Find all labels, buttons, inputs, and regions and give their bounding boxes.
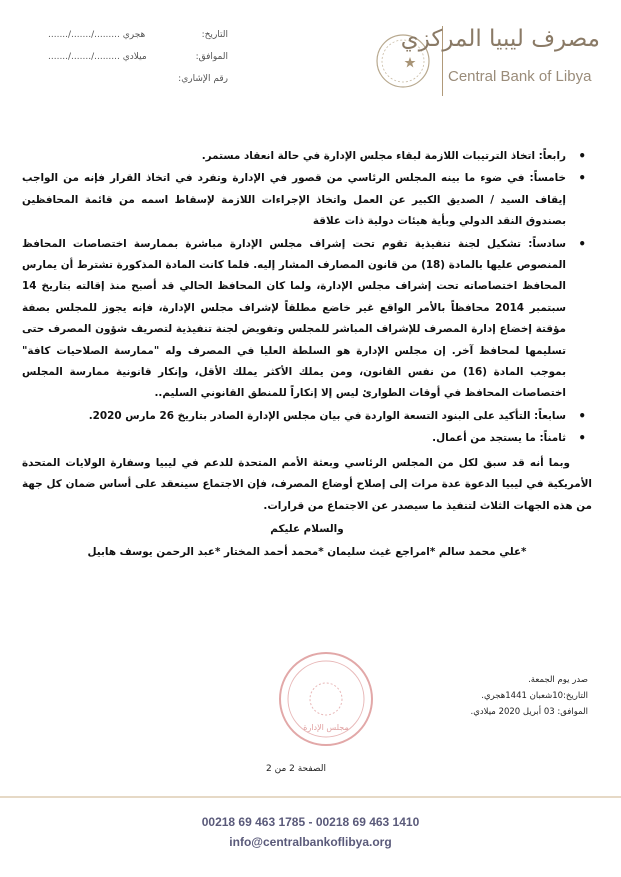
bullet-icon: • — [578, 149, 586, 163]
item-text: ثامناً: ما يستجد من أعمال. — [432, 432, 566, 445]
date-gregorian-value: ......./......./......... ميلادي — [48, 52, 147, 62]
date-hijri-row — [28, 30, 228, 52]
reference-fields — [28, 30, 228, 96]
issuance-day: صدر يوم الجمعة. — [528, 675, 588, 685]
closing-paragraph: وبما أنه قد سبق لكل من المجلس الرئاسي وبعثة الأمم المتحدة للدعم في ليبيا وسفارة الولايات المتحدة الأمريكية في ليبيا الدعوة عدة مرات إلى إصلاح أوضاع المصرف، فإن الاجتماع سينعقد على أساس ضمان كل جهة من هذه الجهات الثلاث لتنفيذ ما سيصدر عن الاجتماع من قرارات. — [22, 456, 592, 512]
letter-body — [22, 146, 592, 564]
reference-number-row — [28, 74, 228, 96]
list-item — [22, 146, 592, 167]
list-item — [22, 168, 592, 232]
footer-email[interactable]: info@centralbankoflibya.org — [229, 835, 392, 849]
reference-number-label: رقم الإشاري: — [178, 74, 228, 84]
date-hijri-value: ......./......./......... هجري — [48, 30, 146, 40]
seal-text: مجلس الإدارة — [303, 723, 349, 732]
footer — [0, 812, 621, 852]
signatories: *علي محمد سالم *امراجع غيث سليمان *محمد أحمد المختار *عبد الرحمن يوسف هابيل — [87, 546, 527, 559]
bullet-icon: • — [578, 171, 586, 186]
issuance-info — [428, 672, 588, 720]
bullet-icon: • — [578, 408, 586, 423]
date-gregorian-row — [28, 52, 228, 74]
official-seal-icon — [275, 648, 377, 750]
list-item — [22, 406, 592, 427]
issuance-gregorian-date: الموافق: 03 أبريل 2020 ميلادي. — [470, 707, 588, 717]
page-number: الصفحة 2 من 2 — [266, 764, 326, 774]
item-text: سادساً: تشكيل لجنة تنفيذية تقوم تحت إشراف مجلس الإدارة مباشرة بممارسة اختصاصات المحافظ المنصوص عليها بالمادة (18) من قانون المصارف المشار إليه. فلما كانت المادة المذكورة تشترط أن يمارس المحافظ اختصاصاته تحت إشراف مجلس الإدارة، ولما كان المحافظ الحالي قد أصبح منذ إقالته بتاريخ 14 سبتمبر 2014 محافظاً بالأمر الواقع غير خاضع مطلقاً لإشراف مجلس الإدارة، فإنه يجوز للمجلس بصفة مؤقتة إخضاع إدارة المصرف للإشراف المباشر للمجلس وتفويض لجنة تنفيذية لتصريف شؤون المصرف حتى تسليمها لمحافظ آخر. إن مجلس الإدارة هو السلطة العليا في المصرف وله "ممارسة الصلاحيات كافة" بموجب المادة (16) من نفس القانون، ومن يملك الأكثر يملك الأقل، وإنكار قانونية ممارسة المجلس اختصاصات المحافظ في أوقات الطوارئ ليس إلا إنكاراً للمنطق القانوني السليم.. — [22, 237, 566, 400]
footer-phones: 00218 69 463 1785 - 00218 69 463 1410 — [201, 815, 420, 829]
list-item — [22, 234, 592, 405]
bank-logo — [372, 22, 602, 102]
item-text: رابعاً: اتخاذ الترتيبات اللازمة لبقاء مجلس الإدارة في حالة انعقاد مستمر. — [201, 150, 566, 162]
bank-name-arabic: مصرف ليبيا المركزي — [400, 26, 600, 52]
date-hijri-label: التاريخ: — [201, 30, 228, 40]
footer-divider — [0, 796, 621, 798]
item-text: خامساً: في ضوء ما بينه المجلس الرئاسي من قصور في الإدارة وتفرد في اتخاذ القرار فإنه من الواجب إيقاف السيد / الصديق الكبير عن العمل واتخاذ الإجراءات اللازمة لإسقاط اسمه من قائمة المحافظين بصندوق النقد الدولي وبأية هيئات دولية ذات علاقة — [22, 172, 566, 228]
bullet-icon: • — [578, 431, 586, 446]
salutation: والسلام عليكم — [270, 522, 344, 535]
issuance-hijri-date: التاريخ:10شعبان 1441هجري. — [481, 691, 588, 701]
list-item — [22, 428, 592, 449]
item-text: سابعاً: التأكيد على البنود التسعة الواردة في بيان مجلس الإدارة الصادر بتاريخ 26 مارس 2020. — [88, 409, 566, 422]
bank-name-english: Central Bank of Libya — [448, 68, 592, 85]
date-gregorian-label: الموافق: — [195, 52, 228, 62]
bullet-icon: • — [578, 236, 586, 251]
